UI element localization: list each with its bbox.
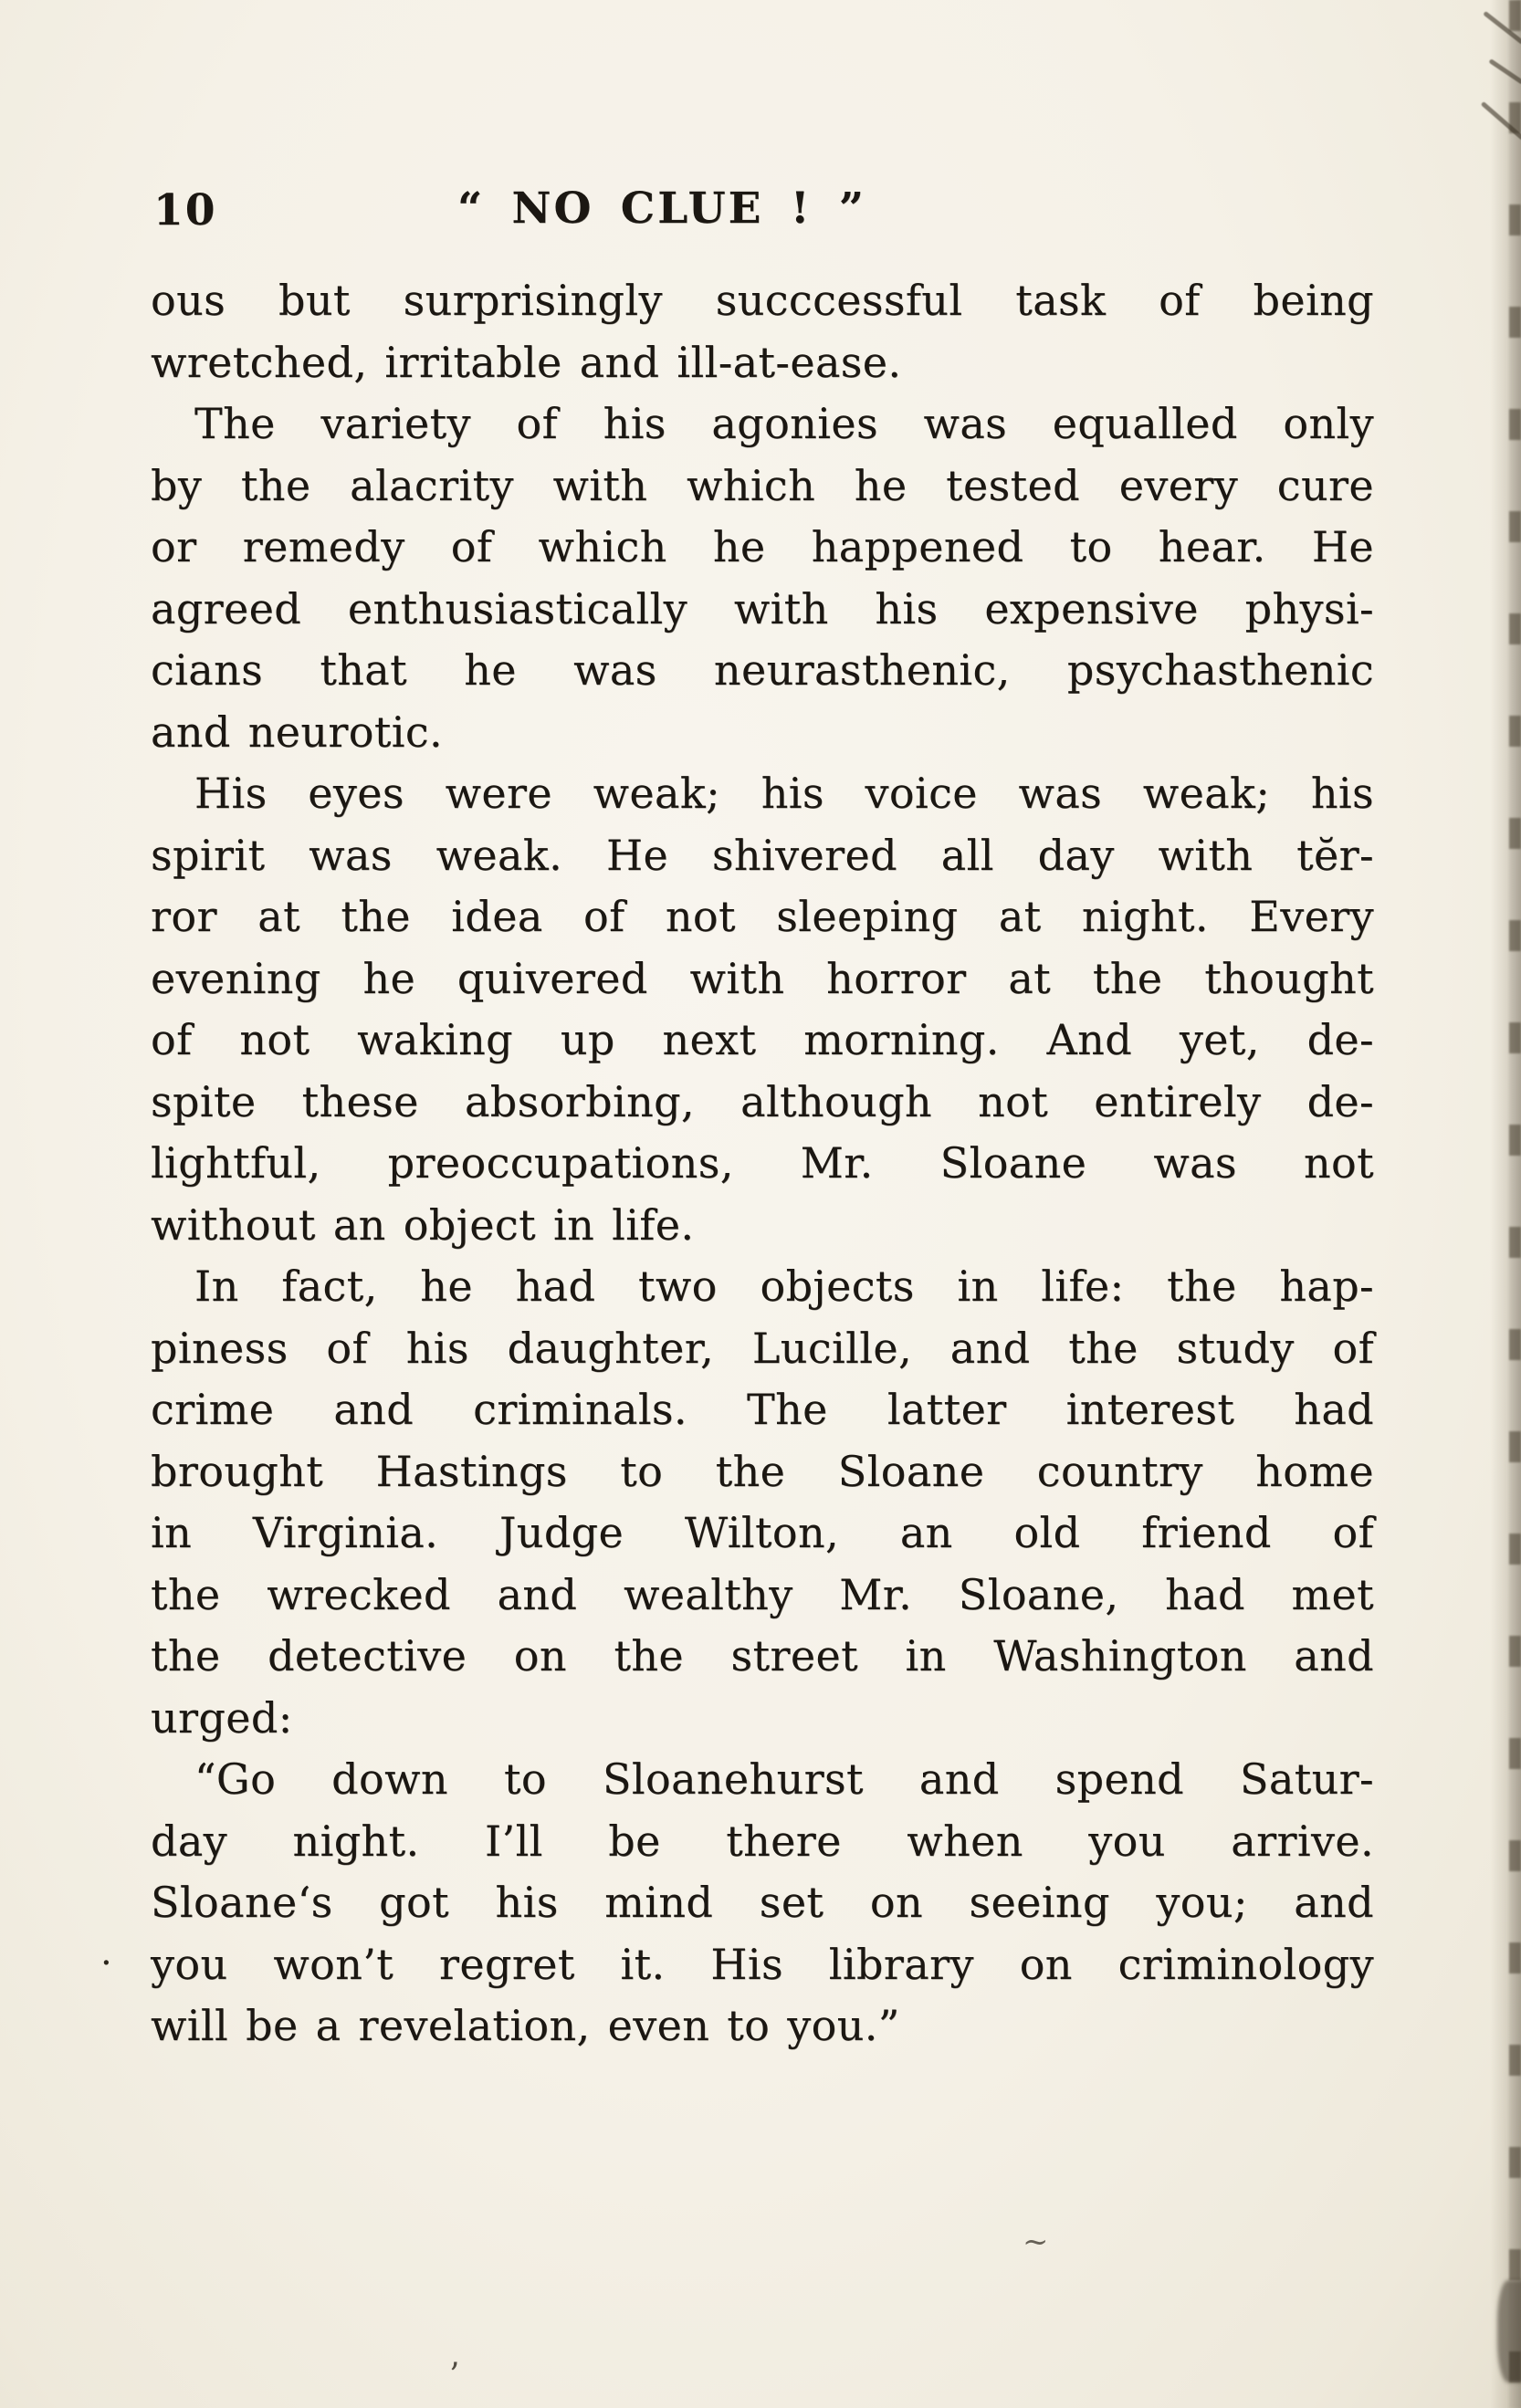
text-line: Sloane‘s got his mind set on seeing you; and [151,1878,1374,1927]
text-line: day night. I’ll be there when you arrive. [151,1816,1374,1866]
text-line: spirit was weak. He shivered all day with tĕr- [151,830,1374,880]
stray-ink-squiggle: ~ [1023,2224,1049,2260]
text-line: His eyes were weak; his voice was weak; his [194,769,1374,818]
text-line: The variety of his agonies was equalled only [194,399,1374,448]
paragraph [151,1749,1374,2057]
page-number: 10 [153,185,217,236]
text-line: or remedy of which he happened to hear. He [151,522,1374,571]
text-line: lightful, preoccupations, Mr. Sloane was not [151,1138,1374,1188]
text-line: urged: [151,1692,293,1743]
text-line: crime and criminals. The latter interest had [151,1385,1374,1434]
text-line: the detective on the street in Washington and [151,1631,1374,1680]
text-line: of not waking up next morning. And yet, de- [151,1015,1374,1064]
text-line: “Go down to Sloanehurst and spend Satur- [194,1754,1374,1804]
text-line: piness of his daughter, Lucille, and the study of [151,1323,1374,1373]
text-line: agreed enthusiastically with his expensive physi- [151,583,1374,633]
text-line: without an object in life. [151,1199,695,1250]
text-line: in Virginia. Judge Wilton, an old friend of [151,1508,1374,1557]
text-line: brought Hastings to the Sloane country home [151,1446,1374,1496]
text-line: will be a revelation, even to you.” [151,2001,900,2050]
text-line: by the alacrity with which he tested every cure [151,460,1374,510]
text-line: spite these absorbing, although not entirely de- [151,1076,1374,1126]
stray-ink-dot: . [100,1932,112,1974]
running-title: “ NO CLUE ! ” [457,183,866,234]
scan-edge-marks [1509,0,1521,2408]
paragraph [151,270,1374,393]
text-line: ous but surprisingly succcessful task of being [151,276,1374,325]
text-line: wretched, irritable and ill-at-ease. [151,337,902,387]
text-line: cians that he was neurasthenic, psychasthenic [151,645,1374,695]
text-line: the wrecked and wealthy Mr. Sloane, had met [151,1569,1374,1619]
paragraph [151,1256,1374,1749]
paragraph [151,763,1374,1256]
text-line: evening he quivered with horror at the thought [151,953,1374,1003]
scan-corner-blot [1497,2280,1521,2382]
text-block [151,270,1374,2057]
text-line: In fact, he had two objects in life: the hap- [194,1262,1374,1311]
stray-ink-apostrophe: ’ [449,2357,460,2394]
paragraph [151,393,1374,763]
text-line: ror at the idea of not sleeping at night. Every [151,892,1374,941]
text-line: you won’t regret it. His library on criminology [151,1939,1374,1989]
text-line: and neurotic. [151,707,444,757]
